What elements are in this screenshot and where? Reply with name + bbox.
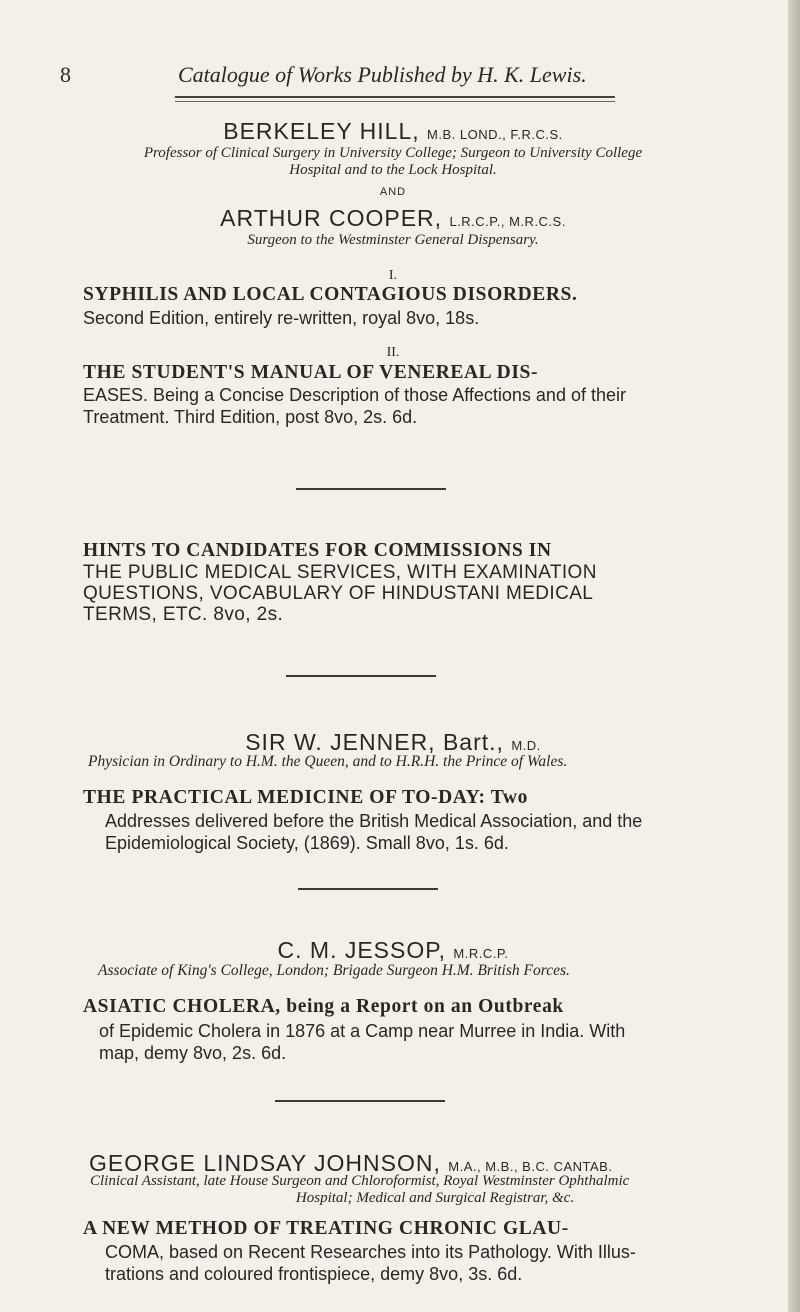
book-description: Second Edition, entirely re-written, royal 8vo, 18s.	[83, 308, 480, 328]
running-title: Catalogue of Works Published by H. K. Lewis.	[178, 62, 587, 87]
book-title: A NEW METHOD OF TREATING CHRONIC GLAU-	[83, 1218, 569, 1239]
book-description: THE PUBLIC MEDICAL SERVICES, WITH EXAMINATION QUESTIONS, VOCABULARY OF HINDUSTANI MEDICAL TERMS, ETC. 8vo, 2s.	[83, 562, 597, 625]
book-title: ASIATIC CHOLERA, being a Report on an Outbreak	[83, 996, 564, 1017]
author-affiliation: Associate of King's College, London; Brigade Surgeon H.M. British Forces.	[98, 962, 570, 979]
section-divider	[275, 1100, 445, 1102]
page-edge	[788, 0, 800, 1312]
book-description: EASES. Being a Concise Description of those Affections and of their Treatment. Third Edition, post 8vo, 2s. 6d.	[83, 385, 626, 427]
book-description: of Epidemic Cholera in 1876 at a Camp near Murree in India. With map, demy 8vo, 2s. 6d.	[99, 1021, 626, 1063]
section-divider	[298, 888, 438, 890]
book-title: THE STUDENT'S MANUAL OF VENEREAL DIS-	[83, 362, 539, 383]
connector-and: AND	[379, 186, 407, 198]
section-divider	[296, 488, 446, 490]
book-title: SYPHILIS AND LOCAL CONTAGIOUS DISORDERS.	[83, 284, 578, 305]
header-rule	[175, 96, 615, 98]
author-affiliation: Clinical Assistant, late House Surgeon and Chloroformist, Royal Westminster Ophthalmic Hospital; Medical and Surgical Registrar, &c.	[90, 1173, 630, 1206]
author-name: BERKELEY HILL, M.B. LOND., F.R.C.S.	[223, 118, 563, 144]
author-affiliation: Physician in Ordinary to H.M. the Queen, and to H.R.H. the Prince of Wales.	[88, 753, 568, 770]
author-degrees: M.R.C.P.	[453, 946, 509, 961]
book-description: Addresses delivered before the British Medical Association, and the Epidemiological Society, (1869). Small 8vo, 1s. 6d.	[105, 811, 643, 853]
work-numeral: I.	[388, 268, 398, 283]
author-degrees: M.B. LOND., F.R.C.S.	[427, 127, 563, 142]
author-name: ARTHUR COOPER, L.R.C.P., M.R.C.S.	[220, 205, 566, 231]
author-degrees: M.A., M.B., B.C. CANTAB.	[448, 1159, 613, 1174]
author-affiliation: Professor of Clinical Surgery in University College; Surgeon to University College Hospital and to the Lock Hospital.	[143, 145, 643, 178]
author-name: C. M. JESSOP, M.R.C.P.	[277, 937, 509, 963]
book-description: COMA, based on Recent Researches into its Pathology. With Illus- trations and coloured frontispiece, demy 8vo, 3s. 6d.	[105, 1242, 636, 1284]
header-rule-thin	[175, 101, 615, 102]
book-title: HINTS TO CANDIDATES FOR COMMISSIONS IN	[83, 540, 552, 561]
author-degrees: M.D.	[511, 738, 541, 753]
section-divider	[286, 675, 436, 677]
author-degrees: L.R.C.P., M.R.C.S.	[449, 214, 566, 229]
book-title: THE PRACTICAL MEDICINE OF TO-DAY: Two	[83, 787, 528, 808]
work-numeral: II.	[386, 345, 400, 360]
author-affiliation: Surgeon to the Westminster General Dispensary.	[247, 232, 539, 248]
author-name: GEORGE LINDSAY JOHNSON, M.A., M.B., B.C. CANTAB.	[89, 1150, 613, 1176]
author-name: SIR W. JENNER, Bart., M.D.	[245, 729, 541, 755]
page-number: 8	[60, 62, 71, 87]
